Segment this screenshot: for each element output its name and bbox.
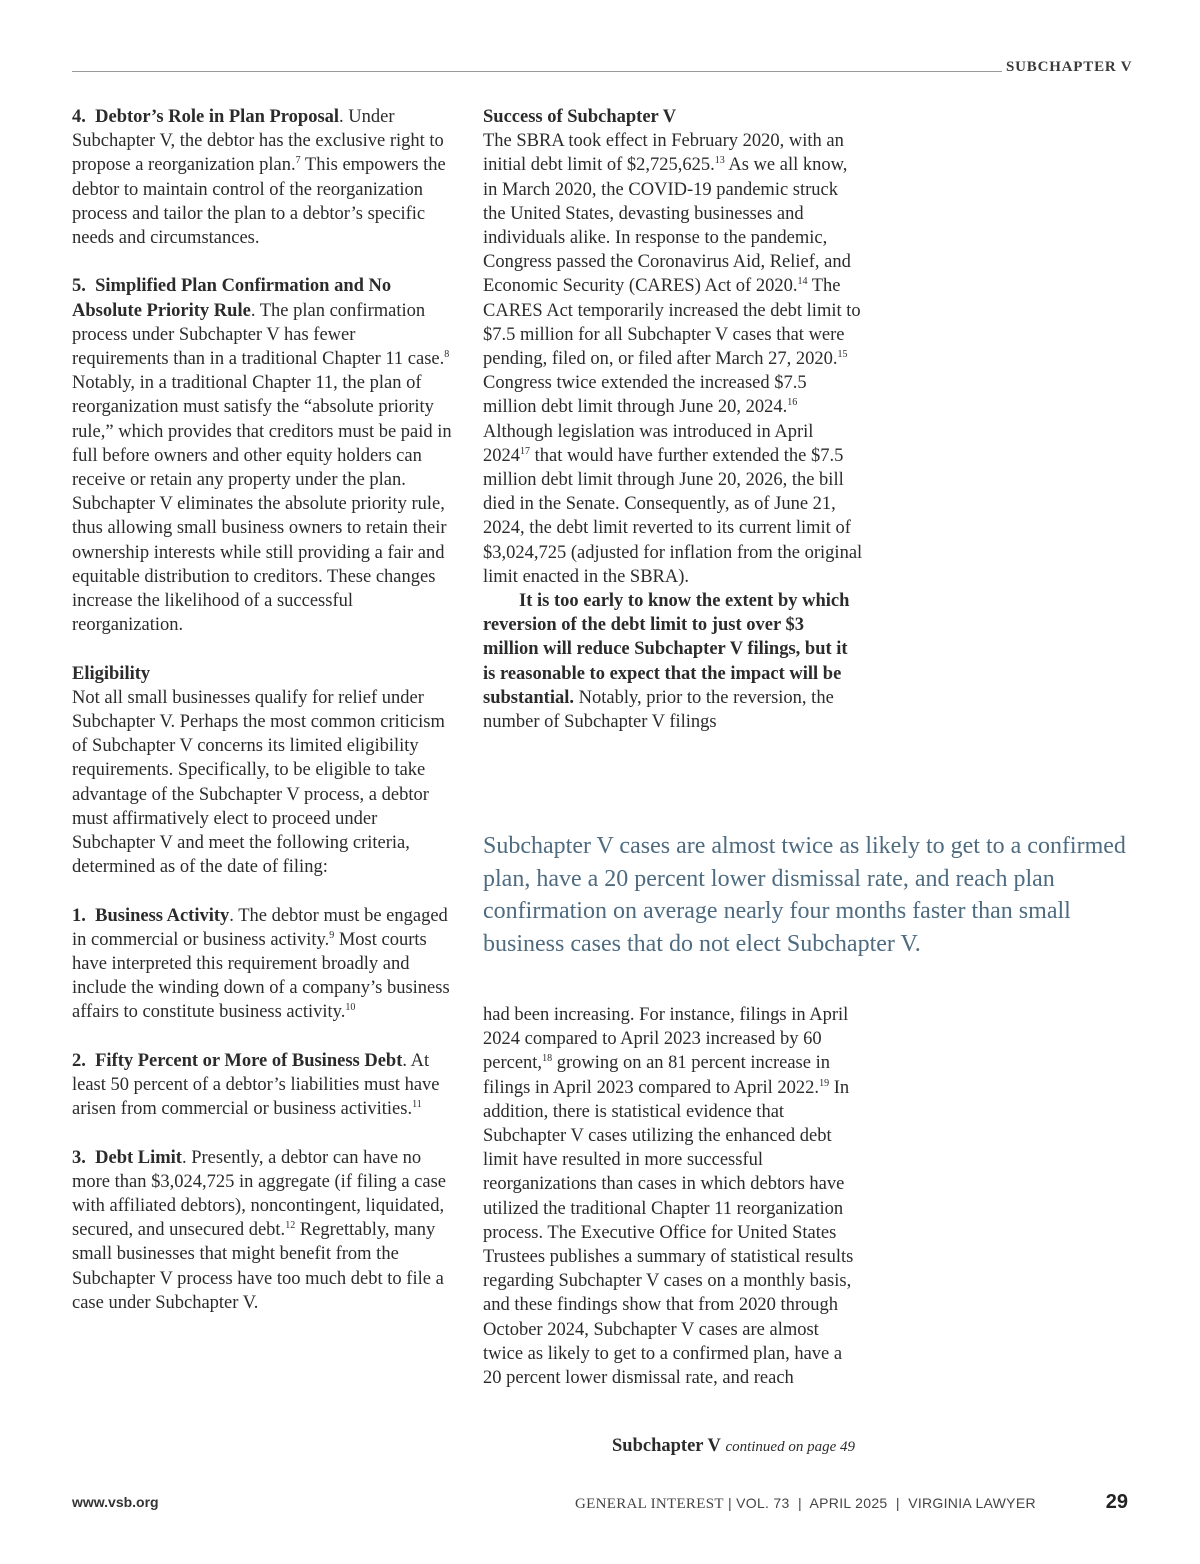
footer-url[interactable]: www.vsb.org	[72, 1494, 159, 1510]
heading-business-activity: 1. Business Activity	[72, 905, 230, 926]
text: Notably, prior to the reversion, the number of Subchapter V filings	[483, 687, 834, 733]
text: Most courts have interpreted this requirement broadly and include the winding down of a company’s business affairs to constitute business activity.	[72, 929, 450, 1023]
paragraph-debtor-role	[72, 105, 452, 250]
bold-lead: It is too early to know the extent by which reversion of the debt limit to just over $3 million will reduce Subchapter V filings, but it is reasonable to expect that the impact will be substantial.	[483, 591, 850, 708]
footnote-ref: 13	[714, 155, 725, 167]
footnote-ref: 12	[285, 1220, 296, 1232]
footnote-ref: 9	[329, 929, 335, 941]
text: Congress twice extended the increased $7.5 million debt limit through June 20, 2024.	[483, 373, 807, 418]
running-head: SUBCHAPTER V	[1006, 59, 1133, 75]
paragraph-success	[483, 105, 863, 589]
right-column-top	[483, 105, 863, 734]
text: growing on an 81 percent increase in filings in April 2023 compared to April 2022.	[483, 1053, 830, 1098]
heading-eligibility: Eligibility	[72, 663, 151, 684]
footnote-ref: 11	[412, 1099, 422, 1111]
paragraph-business-debt	[72, 1049, 452, 1122]
text: Not all small businesses qualify for relief under Subchapter V. Perhaps the most common criticism of Subchapter V concerns its limited eligibility requirements. Specifically, to be eligible to take advantage of the Subchapter V process, a debtor must affirmatively elect to proceed under Subchapter V and meet the following criteria, determined as of the date of filing:	[72, 687, 445, 878]
heading-business-debt: 2. Fifty Percent or More of Business Debt	[72, 1050, 403, 1071]
header-rule	[72, 71, 1002, 72]
paragraph-eligibility	[72, 662, 452, 880]
footnote-ref: 14	[797, 276, 808, 288]
text: Notably, in a traditional Chapter 11, the plan of reorganization must satisfy the “absolute priority rule,” which provides that creditors must be paid in full before owners and other equity holders can receive or retain any property under the plan. Subchapter V eliminates the absolute priority rule, thus allowing small business owners to retain their ownership interests while still providing a fair and equitable distribution to creditors. These changes increase the likelihood of a successful reorganization.	[72, 373, 452, 636]
paragraph-simplified-plan	[72, 274, 452, 637]
footnote-ref: 8	[444, 349, 450, 361]
footnote-ref: 19	[819, 1077, 830, 1089]
paragraph-continuation	[483, 1003, 863, 1390]
left-column	[72, 105, 452, 1315]
pull-quote: Subchapter V cases are almost twice as likely to get to a confirmed plan, have a 20 percent lower dismissal rate, and reach plan confirmation on average nearly four months faster than small business cases that do not elect Subchapter V.	[483, 833, 1126, 957]
footnote-ref: 10	[345, 1002, 356, 1014]
page-number: 29	[1105, 1491, 1128, 1513]
footer-section: GENERAL INTEREST	[575, 1496, 724, 1512]
text: that would have further extended the $7.5 million debt limit through June 20, 2026, the bill died in the Senate. Consequently, as of June 21, 2024, the debt limit reverted to its current limit of $3,024,725 (adjusted for inflation from the original limit enacted in the SBRA).	[483, 445, 863, 587]
footnote-ref: 16	[787, 397, 798, 409]
footnote-ref: 18	[542, 1053, 553, 1065]
text: As we all know, in March 2020, the COVID-19 pandemic struck the United States, devasting businesses and individuals alike. In response to the pandemic, Congress passed the Coronavirus Aid, Relief, and Economic Security (CARES) Act of 2020.	[483, 155, 851, 297]
footnote-ref: 7	[295, 155, 301, 167]
heading-simplified-plan: 5. Simplified Plan Confirmation and No Absolute Priority Rule	[72, 276, 392, 321]
right-column-bottom	[483, 1003, 863, 1390]
text: . Under Subchapter V, the debtor has the exclusive right to propose a reorganization plan.	[72, 107, 444, 176]
continued-title: Subchapter V	[612, 1436, 721, 1456]
text: Regrettably, many small businesses that might benefit from the Subchapter V process have too much debt to file a case under Subchapter V.	[72, 1220, 444, 1313]
text: had been increasing. For instance, filings in April 2024 compared to April 2023 increased by 60 percent,	[483, 1005, 849, 1074]
text: The CARES Act temporarily increased the debt limit to $7.5 million for all Subchapter V cases that were pending, filed on, or filed after March 27, 2020.	[483, 276, 861, 370]
text: The SBRA took effect in February 2020, with an initial debt limit of $2,725,625.	[483, 131, 844, 176]
text: . The plan confirmation process under Subchapter V has fewer requirements than in a traditional Chapter 11 case.	[72, 300, 445, 370]
continued-note	[483, 1436, 855, 1457]
continued-tail: continued on page 49	[725, 1439, 855, 1455]
heading-debtor-role: 4. Debtor’s Role in Plan Proposal	[72, 107, 340, 127]
footer-issue-info	[575, 1495, 1036, 1513]
heading-success: Success of Subchapter V	[483, 107, 677, 127]
text: . The debtor must be engaged in commercial or business activity.	[72, 905, 448, 950]
text: This empowers the debtor to maintain control of the reorganization process and tailor the plan to a debtor’s specific needs and circumstances.	[72, 155, 446, 249]
heading-debt-limit: 3. Debt Limit	[72, 1147, 182, 1168]
text: . Presently, a debtor can have no more than $3,024,725 in aggregate (if filing a case with affiliated debtors), noncontingent, liquidated, secured, and unsecured debt.	[72, 1147, 446, 1241]
text: In addition, there is statistical evidence that Subchapter V cases utilizing the enhanced debt limit have resulted in more successful reorganizations than cases in which debtors have utilized the traditional Chapter 11 reorganization process. The Executive Office for United States Trustees publishes a summary of statistical results regarding Subchapter V cases on a monthly basis, and these findings show that from 2020 through October 2024, Subchapter V cases are almost twice as likely to get to a confirmed plan, have a 20 percent lower dismissal rate, and reach	[483, 1077, 854, 1389]
paragraph-business-activity	[72, 904, 452, 1025]
paragraph-reversion	[483, 589, 863, 734]
paragraph-debt-limit	[72, 1146, 452, 1315]
footnote-ref: 17	[520, 445, 530, 457]
footnote-ref: 15	[837, 349, 848, 361]
text: . At least 50 percent of a debtor’s liabilities must have arisen from commercial or business activities.	[72, 1050, 440, 1120]
footer-issue: | VOL. 73 | APRIL 2025 | VIRGINIA LAWYER	[723, 1495, 1036, 1511]
text: Although legislation was introduced in April 2024	[483, 421, 814, 466]
